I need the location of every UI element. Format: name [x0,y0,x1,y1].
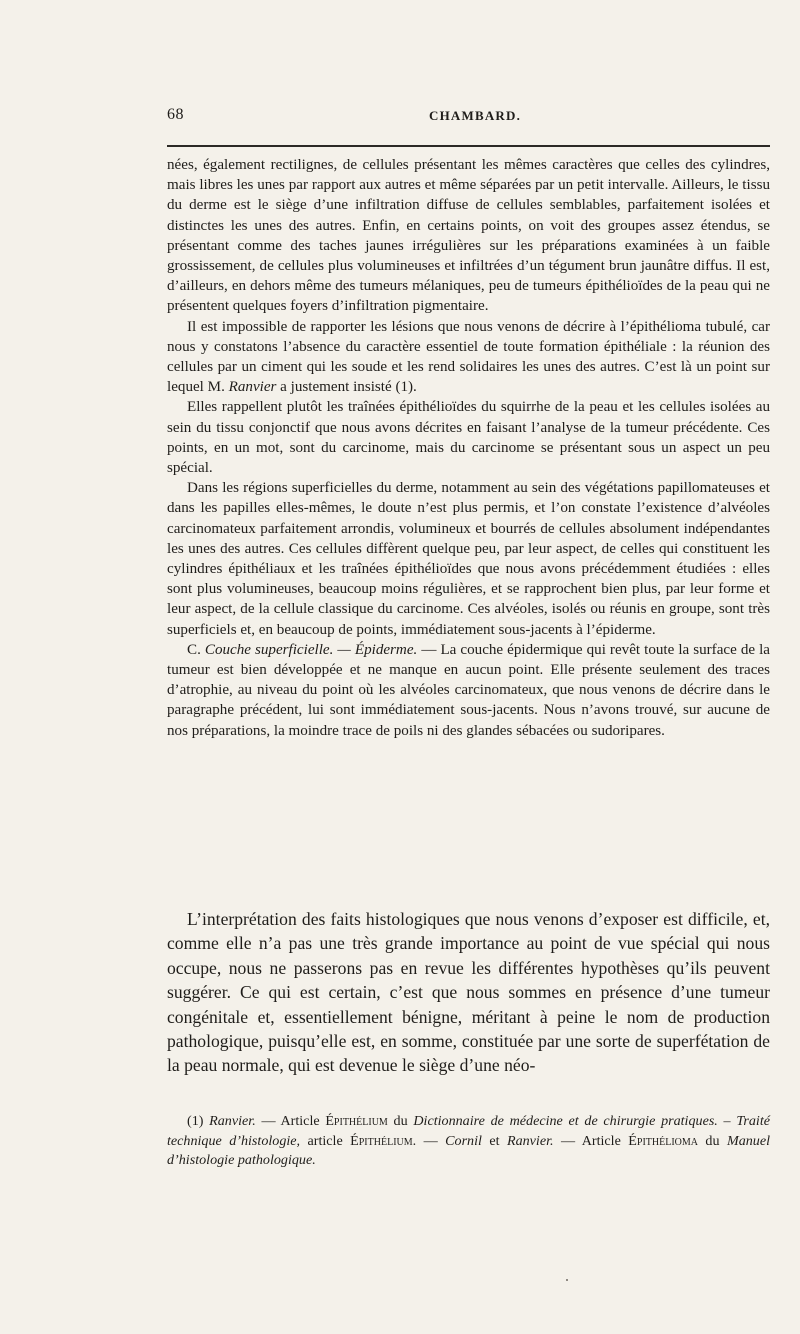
paragraph-4: Dans les régions superficielles du derme, notamment au sein des végétations papillomateuses et dans les papilles elles-mêmes, le doute n’est plus permis, et l’on constate l’existence d’alvéoles carcinomateux parfaitement arrondis, volumineux et bourrés de cellules absolument indépendantes les unes des autres. Ces cellules diffèrent quelque peu, par leur aspect, de celles qui constituent les cylindres épithéliaux et les traînées épithélioïdes que nous avons précédemment étudiées : elles sont plus volumineuses, beaucoup moins régulières, et se rapprochent bien plus, par leur forme et leur aspect, de la cellule classique du carcinome. Ces alvéoles, isolés ou réunis en groupe, sont très superficiels et, en beaucoup de points, immédiatement sous-jacents à l’épiderme. [167,480,770,638]
footnote-article-epithelioma: Épithélioma [628,1132,698,1149]
footnote-text: du [387,1113,414,1129]
main-text-small [167,155,770,741]
paragraph-2-text-b: a justement insisté (1). [276,379,417,396]
interpretation-paragraph: L’interprétation des faits histologiques que nous venons d’exposer est difficile, et, comme elle n’a pas une très grande importance au point de vue spécial qui nous occupe, nous ne passerons pas en revue les différentes hypothèses qu’ils peuvent suggérer. Ce qui est certain, c’est que nous sommes en présence d’une tumeur congénitale et, essentiellement bénigne, méritant à peine le nom de production pathologique, puisqu’elle est, en somme, constituée par une sorte de superfétation de la peau normale, qui est devenue le siège d’une néo- [167,909,770,1076]
paper-speck [566,1279,568,1281]
footnote-text: du [698,1132,727,1149]
footnote-manual-title: Manuel d’histologie pathologique. [167,1132,771,1168]
paragraph-5-text: — La couche épidermique qui revêt toute la surface de la tumeur est bien développée et ne manque en aucun point. Elle présente seulement des traces d’atrophie, au niveau du point où les alvéoles carcinomateux, que nous venons de décrire dans le paragraphe précédent, lui sont immédiatement sous-jacents. Nous n’avons trouvé, sur aucune de nos préparations, la moindre trace de poils ni des glandes sébacées ou sudoripares. [167,641,770,739]
footnote-article-epithelium-2: Épithélium [350,1132,413,1149]
footnote-author-cornil: Cornil [445,1132,482,1149]
running-head: CHAMBARD. [429,108,522,123]
footnote-text: . — [412,1132,446,1149]
paragraph-2-text-a: Il est impossible de rapporter les lésions que nous venons de décrire à l’épithélioma tubulé, car nous y constatons l’absence du caractère essentiel de toute formation épithéliale : la réunion des cellules par un ciment qui les soude et les rend solidaires les unes des autres. C’est là un point sur lequel M. [167,318,770,396]
footnote-article-epithelium: Épithélium [325,1113,388,1129]
main-text-large [167,907,770,1078]
footnote [167,1112,770,1171]
footnote-author-ranvier-2: Ranvier. [506,1132,554,1149]
page-header [167,104,770,128]
section-label: C. [187,641,201,658]
footnote-1 [167,1112,770,1171]
footnote-text: et [481,1132,507,1149]
footnote-text: — Article [553,1132,629,1149]
footnote-text: – [717,1113,737,1129]
paragraph-5 [167,640,770,741]
footnote-text: article [300,1132,351,1149]
footnote-treatise-title: Traité technique d’histologie, [167,1113,771,1149]
page-number: 68 [167,106,184,123]
paragraph-1: nées, également rectilignes, de cellules présentant les mêmes caractères que celles des cylindres, mais libres les unes par rapport aux autres et même séparées par un petit intervalle. Ailleurs, le tissu du derme est le siège d’une infiltration diffuse de cellules semblables, parfaitement isolées et distinctes les unes des autres. Enfin, en certains points, on voit des groupes assez étendus, se présentant comme des taches jaunes irrégulières sur les préparations examinées à un faible grossissement, de cellules plus volumineuses et infiltrées d’un tégument brun jaunâtre diffus. Il est, d’ailleurs, en dehors même des tumeurs mélaniques, peu de tumeurs épithélioïdes de la peau qui ne présentent quelques foyers d’infiltration pigmentaire. [167,157,770,315]
footnote-author-ranvier: Ranvier. [209,1113,256,1129]
section-heading: Couche superficielle. — Épiderme. [204,641,418,658]
paragraph-2 [167,317,770,398]
author-name: Ranvier [228,379,277,396]
footnote-text: — Article [255,1113,326,1129]
footnote-dictionary-title: Dictionnaire de médecine et de chirurgie pratiques. [413,1113,718,1129]
paragraph-3: Elles rappellent plutôt les traînées épithélioïdes du squirrhe de la peau et les cellules isolées au sein du tissu conjonctif que nous avons décrites en faisant l’analyse de la tumeur précédente. Ces points, en un mot, sont du carcinome, mais du carcinome se présentant sous un aspect un peu spécial. [167,399,770,477]
footnote-marker: (1) [187,1113,204,1129]
header-rule [167,145,770,147]
